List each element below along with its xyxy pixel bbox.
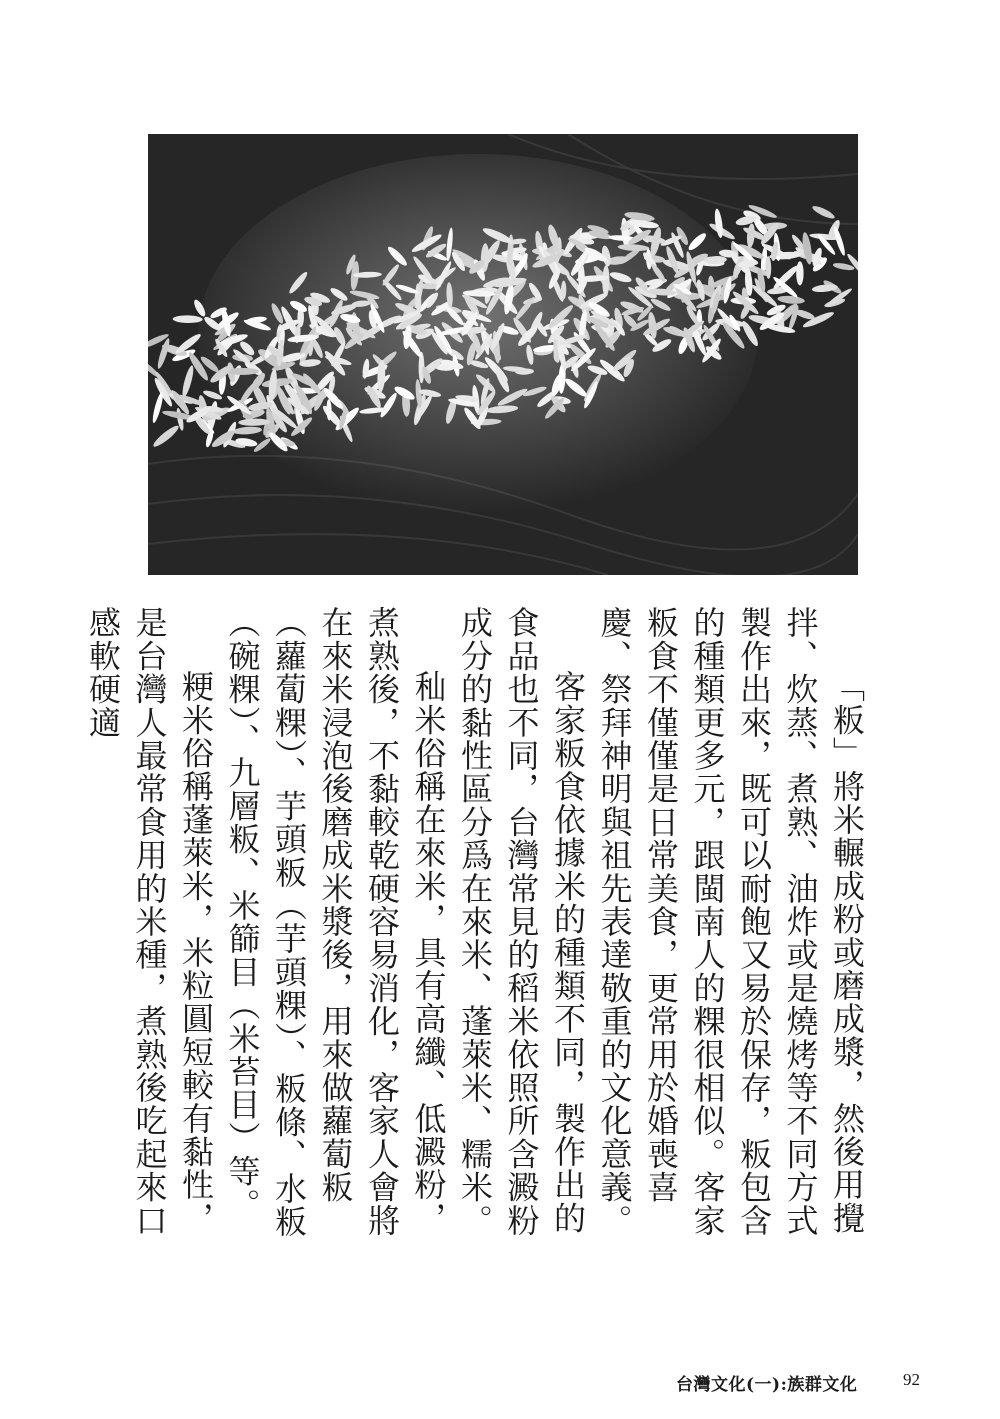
paragraph-rice-types: 客家粄食依據米的種類不同，製作出的食品也不同，台灣常見的稻米依照所含澱粉成分的黏性區分爲在來米、蓬萊米、糯米。 [456, 606, 587, 1237]
rice-grain [796, 261, 803, 285]
rice-photo [148, 134, 858, 575]
paragraph-japonica-rice: 粳米俗稱蓬萊米，米粒圓短較有黏性，是台灣人最常食用的米種，煮熟後吃起來口感軟硬適 [84, 606, 215, 1237]
rice-grains-image [148, 134, 858, 575]
paragraph-indica-rice: 秈米俗稱在來米，具有高纖、低澱粉，煮熟後，不黏較乾硬容易消化，客家人會將在來米浸泡後磨成米漿後，用來做蘿蔔粄（蘿蔔粿）、芋頭粄（芋頭粿）、粄條、水粄（碗粿）、九層粄、米篩目（米苔目）等。 [223, 606, 448, 1238]
running-footer-title: 台灣文化(一):族群文化 [676, 1375, 858, 1395]
page-number: 92 [903, 1370, 920, 1389]
article-body [80, 606, 871, 1266]
paragraph-ban-intro: 「粄」將米輾成粉或磨成漿，然後用攪拌、炊蒸、煮熟、油炸或是燒烤等不同方式製作出來，既可以耐飽又易於保存，粄包含的種類更多元，跟閩南人的粿很相似。客家粄食不僅僅是日常美食，更常用於婚喪喜慶、祭拜神明與祖先表達敬重的文化意義。 [595, 606, 866, 1237]
